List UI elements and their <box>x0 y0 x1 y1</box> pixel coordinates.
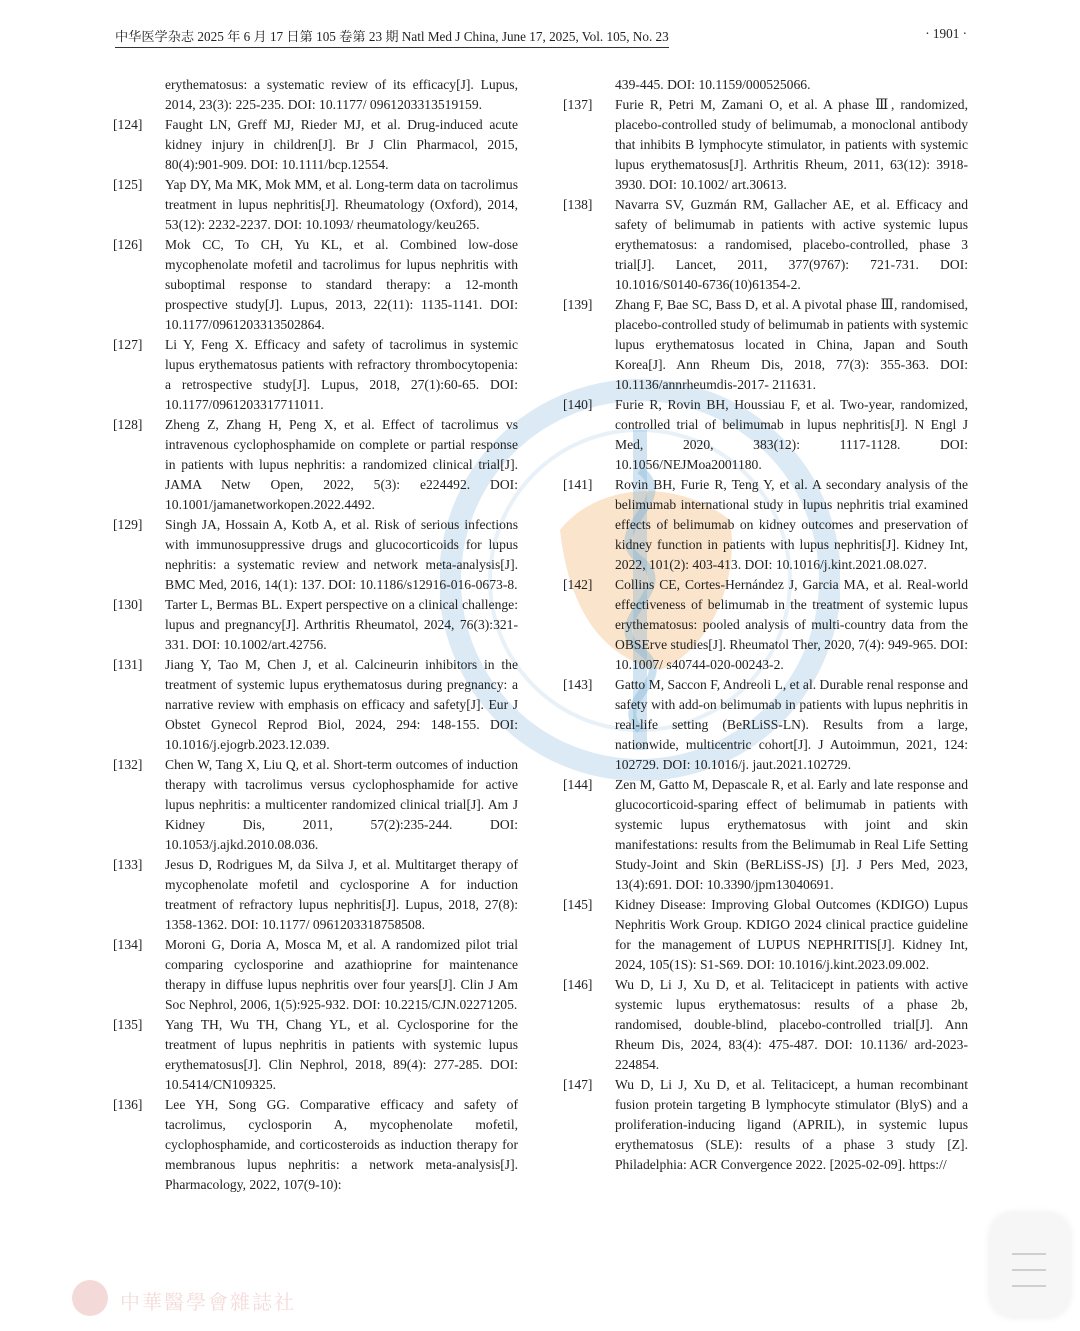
menu-bar-icon <box>1012 1285 1046 1287</box>
reference-entry <box>113 175 518 235</box>
reference-text: Zhang F, Bae SC, Bass D, et al. A pivotal phase Ⅲ, randomised, placebo-controlled study of belimumab in patients with systemic lupus erythematosus located in China, Japan and South Korea[J]. Ann Rheum Dis, 2018, 77(3): 355-363. DOI: 10.1136/annrheumdis-2017- 211631. <box>615 297 968 392</box>
reference-entry <box>113 235 518 335</box>
reference-text: Jiang Y, Tao M, Chen J, et al. Calcineurin inhibitors in the treatment of systemic lupus erythematosus during pregnancy: a narrative review with emphasis on efficacy and safety[J]. Eur J Obstet Gynecol Reprod Biol, 2024, 294: 148-155. DOI: 10.1016/j.ejogrb.2023.12.039. <box>165 657 518 752</box>
reference-text: Zen M, Gatto M, Depascale R, et al. Early and late response and glucocorticoid-sparing effect of belimumab in patients with systemic lupus erythematosus with joint and skin manifestations: results from the Belimumab in Real Life Setting Study-Joint and Skin (BeRLiSS-JS) [J]. J Pers Med, 2023, 13(4):691. DOI: 10.3390/jpm13040691. <box>615 777 968 892</box>
reference-text: Wu D, Li J, Xu D, et al. Telitacicept, a human recombinant fusion protein targeting B lymphocyte stimulator (BlyS) and a proliferation-inducing ligand (APRIL), in systemic lupus erythematosus (SLE): results of a phase 3 study [Z]. Philadelphia: ACR Convergence 2022. [2025-02-09]. https:// <box>615 1077 968 1172</box>
reference-text: Li Y, Feng X. Efficacy and safety of tacrolimus in systemic lupus erythematosus patients with refractory thrombocytopenia: a retrospective study[J]. Lupus, 2018, 27(1):60-65. DOI: 10.1177/0961203317711011. <box>165 337 518 412</box>
publisher-logo-text: 中華醫學會雜誌社 <box>120 1292 296 1314</box>
reference-number: [136] <box>113 1097 143 1112</box>
reference-entry <box>113 755 518 855</box>
reference-entry <box>563 195 968 295</box>
reference-entry <box>563 295 968 395</box>
reference-number: [140] <box>563 397 593 412</box>
reference-entry <box>563 75 968 95</box>
reference-text: Furie R, Rovin BH, Houssiau F, et al. Two-year, randomized, controlled trial of belimumab in lupus nephritis[J]. N Engl J Med, 2020, 383(12): 1117-1128. DOI: 10.1056/NEJMoa2001180. <box>615 397 968 472</box>
reference-entry <box>563 675 968 775</box>
reference-text: Lee YH, Song GG. Comparative efficacy and safety of tacrolimus, cyclosporin A, mycophenolate mofetil, cyclophosphamide, and corticosteroids as induction therapy for membranous lupus nephritis: a network meta-analysis[J]. Pharmacology, 2022, 107(9-10): <box>165 1097 518 1192</box>
reference-text: erythematosus: a systematic review of its efficacy[J]. Lupus, 2014, 23(3): 225-235. DOI: 10.1177/ 0961203313519159. <box>165 77 518 112</box>
reference-entry <box>113 335 518 415</box>
reference-number: [131] <box>113 657 143 672</box>
reference-entry <box>113 75 518 115</box>
menu-bar-icon <box>1012 1269 1046 1271</box>
reference-number: [146] <box>563 977 593 992</box>
references-right-column <box>563 75 968 1175</box>
reference-number: [130] <box>113 597 143 612</box>
page-number: · 1901 · <box>925 26 967 41</box>
reference-entry <box>113 855 518 935</box>
reference-entry <box>563 395 968 475</box>
reference-text: Kidney Disease: Improving Global Outcomes (KDIGO) Lupus Nephritis Work Group. KDIGO 2024 clinical practice guideline for the management of LUPUS NEPHRITIS[J]. Kidney Int, 2024, 105(1S): S1-S69. DOI: 10.1016/j.kint.2023.09.002. <box>615 897 968 972</box>
publisher-seal-icon <box>72 1280 108 1316</box>
reference-text: 439-445. DOI: 10.1159/000525066. <box>615 77 811 92</box>
reference-number: [125] <box>113 177 143 192</box>
reference-text: Rovin BH, Furie R, Teng Y, et al. A secondary analysis of the belimumab international study in lupus nephritis trial examined effects of belimumab on kidney outcomes and preservation of kidney function in patients with lupus nephritis[J]. Kidney Int, 2022, 101(2): 403-413. DOI: 10.1016/j.kint.2021.08.027. <box>615 477 968 572</box>
reference-text: Moroni G, Doria A, Mosca M, et al. A randomized pilot trial comparing cyclosporine and azathioprine for maintenance therapy in diffuse lupus nephritis over four years[J]. Clin J Am Soc Nephrol, 2006, 1(5):925-932. DOI: 10.2215/CJN.02271205. <box>165 937 518 1012</box>
reference-text: Yang TH, Wu TH, Chang YL, et al. Cyclosporine for the treatment of lupus nephritis in patients with systemic lupus erythematosus[J]. Clin Nephrol, 2018, 89(4): 277-285. DOI: 10.5414/CN109325. <box>165 1017 518 1092</box>
journal-citation: 中华医学杂志 2025 年 6 月 17 日第 105 卷第 23 期 Natl Med J China, June 17, 2025, Vol. 105, No. 23 <box>115 26 669 48</box>
reference-number: [139] <box>563 297 593 312</box>
reference-number: [142] <box>563 577 593 592</box>
reference-number: [138] <box>563 197 593 212</box>
reference-number: [141] <box>563 477 593 492</box>
reference-entry <box>563 95 968 195</box>
reference-entry <box>113 655 518 755</box>
reference-number: [129] <box>113 517 143 532</box>
reference-entry <box>113 595 518 655</box>
menu-bar-icon <box>1012 1253 1046 1255</box>
publisher-logo <box>72 1280 492 1320</box>
reference-text: Chen W, Tang X, Liu Q, et al. Short-term outcomes of induction therapy with tacrolimus versus cyclophosphamide for active lupus nephritis: a multicenter randomized clinical trial[J]. Am J Kidney Dis, 2011, 57(2):235-244. DOI: 10.1053/j.ajkd.2010.08.036. <box>165 757 518 852</box>
reference-entry <box>563 895 968 975</box>
reference-number: [132] <box>113 757 143 772</box>
reference-text: Yap DY, Ma MK, Mok MM, et al. Long-term data on tacrolimus treatment in lupus nephritis[J]. Rheumatology (Oxford), 2014, 53(12): 2232-2237. DOI: 10.1093/ rheumatology/keu265. <box>165 177 518 232</box>
floating-menu-button[interactable] <box>990 1213 1070 1317</box>
reference-entry <box>113 935 518 1015</box>
reference-text: Jesus D, Rodrigues M, da Silva J, et al. Multitarget therapy of mycophenolate mofetil and cyclosporine A for induction treatment of refractory lupus nephritis[J]. Lupus, 2018, 27(8): 1358-1362. DOI: 10.1177/ 0961203318758508. <box>165 857 518 932</box>
reference-number: [143] <box>563 677 593 692</box>
reference-number: [135] <box>113 1017 143 1032</box>
reference-entry <box>113 115 518 175</box>
reference-number: [137] <box>563 97 593 112</box>
running-header <box>115 26 967 48</box>
references-left-column <box>113 75 518 1195</box>
reference-text: Mok CC, To CH, Yu KL, et al. Combined low-dose mycophenolate mofetil and tacrolimus for lupus nephritis with suboptimal response to standard therapy: a 12-month prospective study[J]. Lupus, 2013, 22(11): 1135-1141. DOI: 10.1177/0961203313502864. <box>165 237 518 332</box>
reference-entry <box>563 575 968 675</box>
reference-text: Singh JA, Hossain A, Kotb A, et al. Risk of serious infections with immunosuppressive drugs and glucocorticoids for lupus nephritis: a systematic review and network meta-analysis[J]. BMC Med, 2016, 14(1): 137. DOI: 10.1186/s12916-016-0673-8. <box>165 517 518 592</box>
reference-number: [124] <box>113 117 143 132</box>
reference-number: [127] <box>113 337 143 352</box>
reference-number: [144] <box>563 777 593 792</box>
reference-number: [128] <box>113 417 143 432</box>
reference-entry <box>113 415 518 515</box>
reference-number: [134] <box>113 937 143 952</box>
reference-number: [133] <box>113 857 143 872</box>
reference-text: Wu D, Li J, Xu D, et al. Telitacicept in patients with active systemic lupus erythematosus: results of a phase 2b, randomised, double-blind, placebo-controlled trial[J]. Ann Rheum Dis, 2024, 83(4): 475-487. DOI: 10.1136/ ard-2023-224854. <box>615 977 968 1072</box>
reference-text: Tarter L, Bermas BL. Expert perspective on a clinical challenge: lupus and pregnancy[J]. Arthritis Rheumatol, 2024, 76(3):321-331. DOI: 10.1002/art.42756. <box>165 597 518 652</box>
reference-number: [145] <box>563 897 593 912</box>
reference-entry <box>563 775 968 895</box>
reference-entry <box>113 515 518 595</box>
reference-entry <box>113 1015 518 1095</box>
reference-number: [147] <box>563 1077 593 1092</box>
reference-text: Faught LN, Greff MJ, Rieder MJ, et al. Drug-induced acute kidney injury in children[J]. Br J Clin Pharmacol, 2015, 80(4):901-909. DOI: 10.1111/bcp.12554. <box>165 117 518 172</box>
reference-entry <box>563 475 968 575</box>
reference-text: Collins CE, Cortes-Hernández J, Garcia MA, et al. Real-world effectiveness of belimumab in the treatment of systemic lupus erythematosus: pooled analysis of multi-country data from the OBSErve studies[J]. Rheumatol Ther, 2020, 7(4): 949-965. DOI: 10.1007/ s40744-020-00243-2. <box>615 577 968 672</box>
reference-text: Navarra SV, Guzmán RM, Gallacher AE, et al. Efficacy and safety of belimumab in patients with active systemic lupus erythematosus: a randomised, placebo-controlled, phase 3 trial[J]. Lancet, 2011, 377(9767): 721-731. DOI: 10.1016/S0140-6736(10)61354-2. <box>615 197 968 292</box>
reference-entry <box>563 975 968 1075</box>
reference-text: Furie R, Petri M, Zamani O, et al. A phase Ⅲ, randomized, placebo-controlled study of belimumab, a monoclonal antibody that inhibits B lymphocyte stimulator, in patients with systemic lupus erythematosus[J]. Arthritis Rheum, 2011, 63(12): 3918-3930. DOI: 10.1002/ art.30613. <box>615 97 968 192</box>
reference-entry <box>113 1095 518 1195</box>
reference-entry <box>563 1075 968 1175</box>
reference-text: Gatto M, Saccon F, Andreoli L, et al. Durable renal response and safety with add-on belimumab in patients with lupus nephritis in real-life setting (BeRLiSS-LN). Results from a large, nationwide, multicentric cohort[J]. J Autoimmun, 2021, 124: 102729. DOI: 10.1016/j. jaut.2021.102729. <box>615 677 968 772</box>
reference-text: Zheng Z, Zhang H, Peng X, et al. Effect of tacrolimus vs intravenous cyclophosphamide on complete or partial response in patients with lupus nephritis: a randomized clinical trial[J]. JAMA Netw Open, 2022, 5(3): e224492. DOI: 10.1001/jamanetworkopen.2022.4492. <box>165 417 518 512</box>
reference-number: [126] <box>113 237 143 252</box>
